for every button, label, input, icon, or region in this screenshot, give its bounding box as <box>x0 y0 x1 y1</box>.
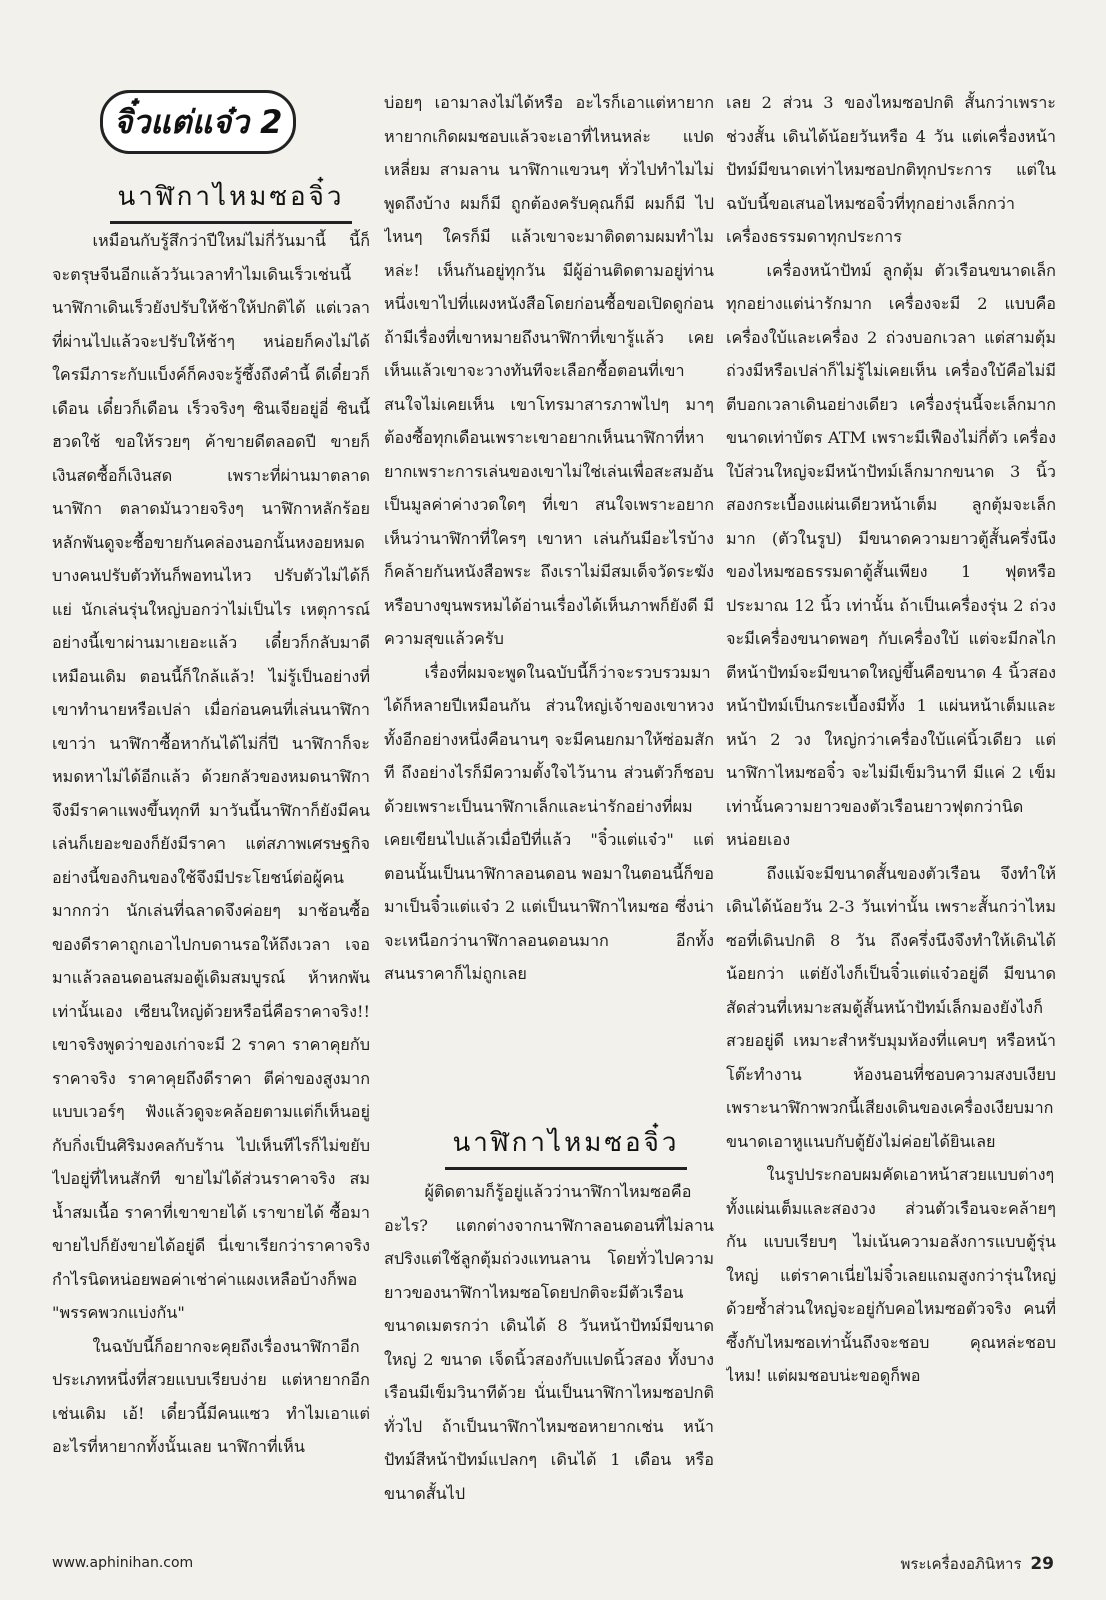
text-column-2-top <box>384 86 714 1111</box>
footer-website: www.aphinihan.com <box>52 1555 194 1571</box>
paragraph: เครื่องหน้าปัทม์ ลูกตุ้ม ตัวเรือนขนาดเล็กทุกอย่างแต่น่ารักมาก เครื่องจะมี 2 แบบคือ เครื่องใบ้และเครื่อง 2 ถ่วงบอกเวลา แต่สามตุ้มถ่วงมีหรือเปล่าก็ไม่รู้ไม่เคยเห็น เครื่องใบ้คือไม่มีตีบอกเวลาเดินอย่างเดียว เครื่องรุ่นนี้จะเล็กมากขนาดเท่าบัตร ATM เพราะมีเฟืองไม่กี่ตัว เครื่องใบ้ส่วนใหญ่จะมีหน้าปัทม์เล็กมากขนาด 3 นิ้วสองกระเบื้องแผ่นเดียวหน้าเต็ม ลูกตุ้มจะเล็กมาก (ตัวในรูป) มีขนาดความยาวตู้สั้นครึ่งนึงของไหมซอธรรมดาตู้สั้นเพียง 1 ฟุตหรือประมาณ 12 นิ้ว เท่านั้น ถ้าเป็นเครื่องรุ่น 2 ถ่วงจะมีเครื่องขนาดพอๆ กับเครื่องใบ้ แต่จะมีกลไกตีหน้าปัทม์จะมีขนาดใหญ่ขึ้นคือขนาด 4 นิ้วสอง หน้าปัทม์เป็นกระเบื้องมีทั้ง 1 แผ่นหน้าเต็มและหน้า 2 วง ใหญ่กว่าเครื่องใบ้แค่นิ้วเดียว แต่นาฬิกาไหมซอจิ๋ว จะไม่มีเข็มวินาที มีแค่ 2 เข็ม เท่านั้นความยาวของตัวเรือนยาวฟุตกว่านิดหน่อยเอง <box>726 260 1056 849</box>
text-column-3 <box>726 86 1056 1516</box>
article-subheading: นาฬิกาไหมซอจิ๋ว <box>110 176 352 224</box>
paragraph: เรื่องที่ผมจะพูดในฉบับนี้ก็ว่าจะรวบรวมมาได้ก็หลายปีเหมือนกัน ส่วนใหญ่เจ้าของเขาหวง ทั้งอีกอย่างหนึ่งคือนานๆ จะมีคนยกมาให้ซ่อมสักที ถึงอย่างไรก็มีความตั้งใจไว้นาน ส่วนตัวก็ชอบด้วยเพราะเป็นนาฬิกาเล็กและน่ารักอย่างที่ผมเคยเขียนไปแล้วเมื่อปีที่แล้ว "จิ๋วแต่แจ๋ว" แต่ตอนนั้นเป็นนาฬิกาลอนดอน พอมาในตอนนี้ก็ขอมาเป็นจิ๋วแต่แจ๋ว 2 แต่เป็นนาฬิกาไหมซอ ซึ่งน่าจะเหนือกว่านาฬิกาลอนดอนมาก อีกทั้งสนนราคาก็ไม่ถูกเลย <box>384 662 714 983</box>
paragraph: ในรูปประกอบผมคัดเอาหน้าสวยแบบต่างๆ ทั้งแผ่นเต็มและสองวง ส่วนตัวเรือนจะคล้ายๆ กัน แบบเรียบๆ ไม่เน้นความอลังการแบบตู้รุ่นใหญ่ แต่ราคาเนี่ยไม่จิ๋วเลยแถมสูงกว่ารุ่นใหญ่ด้วยซ้ำส่วนใหญ่จะอยู่กับคอไหมซอตัวจริง คนที่ซึ้งกับไหมซอเท่านั้นถึงจะชอบ คุณหล่ะชอบไหม! แต่ผมชอบน่ะขอดูก็พอ <box>726 1165 1056 1385</box>
paragraph: ในฉบับนี้ก็อยากจะคุยถึงเรื่องนาฬิกาอีกประเภทหนึ่งที่สวยแบบเรียบง่าย แต่หายากอีกเช่นเดิม เอ้! เดี๋ยวนี้มีคนแซว ทำไมเอาแต่อะไรที่หายากทั้งนั้นเลย นาฬิกาที่เห็น <box>52 1336 370 1456</box>
magazine-name: พระเครื่องอภินิหาร <box>900 1555 1022 1573</box>
paragraph: ถึงแม้จะมีขนาดสั้นของตัวเรือน จึงทำให้เดินได้น้อยวัน 2-3 วันเท่านั้น เพราะสั้นกว่าไหมซอที่เดินปกติ 8 วัน ถึงครึ่งนึงจึงทำให้เดินได้น้อยกว่า แต่ยังไงก็เป็นจิ๋วแต่แจ๋วอยู่ดี มีขนาดสัดส่วนที่เหมาะสมตู้สั้นหน้าปัทม์เล็กมองยังไงก็สวยอยู่ดี เหมาะสำหรับมุมห้องที่แคบๆ หรือหน้าโต๊ะทำงาน ห้องนอนที่ชอบความสงบเงียบ เพราะนาฬิกาพวกนี้เสียงเดินของเครื่องเงียบมาก ขนาดเอาหูแนบกับตู้ยังไม่ค่อยได้ยินเลย <box>726 863 1056 1151</box>
article-title: จิ๋วแต่แจ๋ว 2 <box>100 90 296 154</box>
paragraph: เลย 2 ส่วน 3 ของไหมซอปกติ สั้นกว่าเพราะช่วงสั้น เดินได้น้อยวันหรือ 4 วัน แต่เครื่องหน้าปัทม์มีขนาดเท่าไหมซอปกติทุกประการ แต่ในฉบับนี้ขอเสนอไหมซอจิ๋วที่ทุกอย่างเล็กกว่าเครื่องธรรมดาทุกประการ <box>726 93 1056 246</box>
paragraph: เหมือนกับรู้สึกว่าปีใหม่ไม่กี่วันมานี้ นี้ก็จะตรุษจีนอีกแล้ววันเวลาทำไมเดินเร็วเช่นนี้ นาฬิกาเดินเร็วยังปรับให้ช้าให้ปกติได้ แต่เวลาที่ผ่านไปแล้วจะปรับให้ช้าๆ หน่อยก็คงไม่ได้ ใครมีภาระกับแบ็งค์ก็คงจะรู้ซึ้งถึงคำนี้ ดีเดี๋ยวก็เดือน เดี๋ยวก็เดือน เร็วจริงๆ ซินเจียอยู่อี่ ซินนี้ฮวดใช้ ขอให้รวยๆ ค้าขายดีตลอดปี ขายก็เงินสดซื้อก็เงินสด เพราะที่ผ่านมาตลาดนาฬิกา ตลาดมันวายจริงๆ นาฬิกาหลักร้อย หลักพันดูจะซื้อขายกันคล่องนอกนั้นหงอยหมด บางคนปรับตัวทันก็พอทนไหว ปรับตัวไม่ได้ก็แย่ นักเล่นรุ่นใหญ่บอกว่าไม่เป็นไร เหตุการณ์อย่างนี้เขาผ่านมาเยอะแล้ว เดี๋ยวก็กลับมาดีเหมือนเดิม ตอนนี้ก็ใกล้แล้ว! ไม่รู้เป็นอย่างที่เขาทำนายหรือเปล่า เมื่อก่อนคนที่เล่นนาฬิกาเขาว่า นาฬิกาซื้อหากันได้ไม่กี่ปี นาฬิกาก็จะหมดหาไม่ได้อีกแล้ว ด้วยกลัวของหมดนาฬิกาจึงมีราคาแพงขึ้นทุกที มาวันนี้นาฬิกาก็ยังมีคนเล่นก็เยอะของก็ยังมีราคา แต่สภาพเศรษฐกิจอย่างนี้ของกินของใช้จึงมีประโยชน์ต่อผู้คนมากกว่า นักเล่นที่ฉลาดจึงค่อยๆ มาช้อนซื้อ ของดีราคาถูกเอาไปกบดานรอให้ถึงเวลา เจอมาแล้วลอนดอนสมอตู้เดิมสมบูรณ์ ห้าหกพันเท่านั้นเอง เซียนใหญ่ด้วยหรือนี่คือราคาจริง!! เขาจริงพูดว่าของเก่าจะมี 2 ราคา ราคาคุยกับราคาจริง ราคาคุยถึงดีราคา ตีค่าของสูงมากแบบเวอร์ๆ ฟังแล้วดูจะคล้อยตามแต่ก็เห็นอยู่กับกิ่งเป็นศิริมงคลกับร้าน ไปเห็นทีไรก็ไม่ขยับไปอยู่ที่ไหนสักที ขายไม่ได้ส่วนราคาจริง สมน้ำสมเนื้อ ราคาที่เขาขายได้ เราขายได้ ซื้อมาขายไปก็ยังขายได้อยู่ดี นี่เขาเรียกว่าราคาจริง กำไรนิดหน่อยพอค่าเช่าค่าแผงเหลือบ้างก็พอ "พรรคพวกแบ่งกัน" <box>52 231 370 1322</box>
paragraph: ผู้ติดตามก็รู้อยู่แล้วว่านาฬิกาไหมซอคืออะไร? แตกต่างจากนาฬิกาลอนดอนที่ไม่ลานสปริงแต่ใช้ลูกตุ้มถ่วงแทนลาน โดยทั่วไปความยาวของนาฬิกาไหมซอโดยปกติจะมีตัวเรือนขนาดเมตรกว่า เดินได้ 8 วันหน้าปัทม์มีขนาดใหญ่ 2 ขนาด เจ็ดนิ้วสองกับแปดนิ้วสอง ทั้งบางเรือนมีเข็มวินาทีด้วย นั่นเป็นนาฬิกาไหมซอปกติทั่วไป ถ้าเป็นนาฬิกาไหมซอหายากเช่น หน้าปัทม์สีหน้าปัทม์แปลกๆ เดินได้ 1 เดือน หรือขนาดสั้นไป <box>384 1182 714 1503</box>
text-column-2-bottom <box>384 1175 714 1515</box>
paragraph: บ่อยๆ เอามาลงไม่ได้หรือ อะไรก็เอาแต่หายาก หายากเกิดผมชอบแล้วจะเอาที่ไหนหล่ะ แปดเหลี่ยม สามลาน นาฬิกาแขวนๆ ทั่วไปทำไมไม่พูดถึงบ้าง ผมก็มี ถูกต้องครับคุณก็มี ผมก็มี ไปไหนๆ ใครก็มี แล้วเขาจะมาติดตามผมทำไมหล่ะ! เห็นกันอยู่ทุกวัน มีผู้อ่านติดตามอยู่ท่านหนึ่งเขาไปที่แผงหนังสือโดยก่อนซื้อขอเปิดดูก่อน ถ้ามีเรื่องที่เขาหมายถึงนาฬิกาที่เขารู้แล้ว เคยเห็นแล้วเขาจะวางทันทีจะเลือกซื้อตอนที่เขาสนใจไม่เคยเห็น เขาโทรมาสารภาพไปๆ มาๆ ต้องซื้อทุกเดือนเพราะเขาอยากเห็นนาฬิกาที่หายากเพราะการเล่นของเขาไม่ใช่เล่นเพื่อสะสมอันเป็นมูลค่าค่างวดใดๆ ที่เขา สนใจเพราะอยากเห็นว่านาฬิกาที่ใครๆ เขาหา เล่นกันมีอะไรบ้าง ก็คล้ายกันหนังสือพระ ถึงเราไม่มีสมเด็จวัดระฆังหรือบางขุนพรหมได้อ่านเรื่องได้เห็นภาพก็ยังดี มีความสุขแล้วครับ <box>384 93 714 648</box>
footer-page-info <box>900 1552 1054 1576</box>
section-subheading: นาฬิกาไหมซอจิ๋ว <box>445 1122 687 1170</box>
text-column-1 <box>52 224 370 1520</box>
page-number: 29 <box>1030 1554 1054 1574</box>
